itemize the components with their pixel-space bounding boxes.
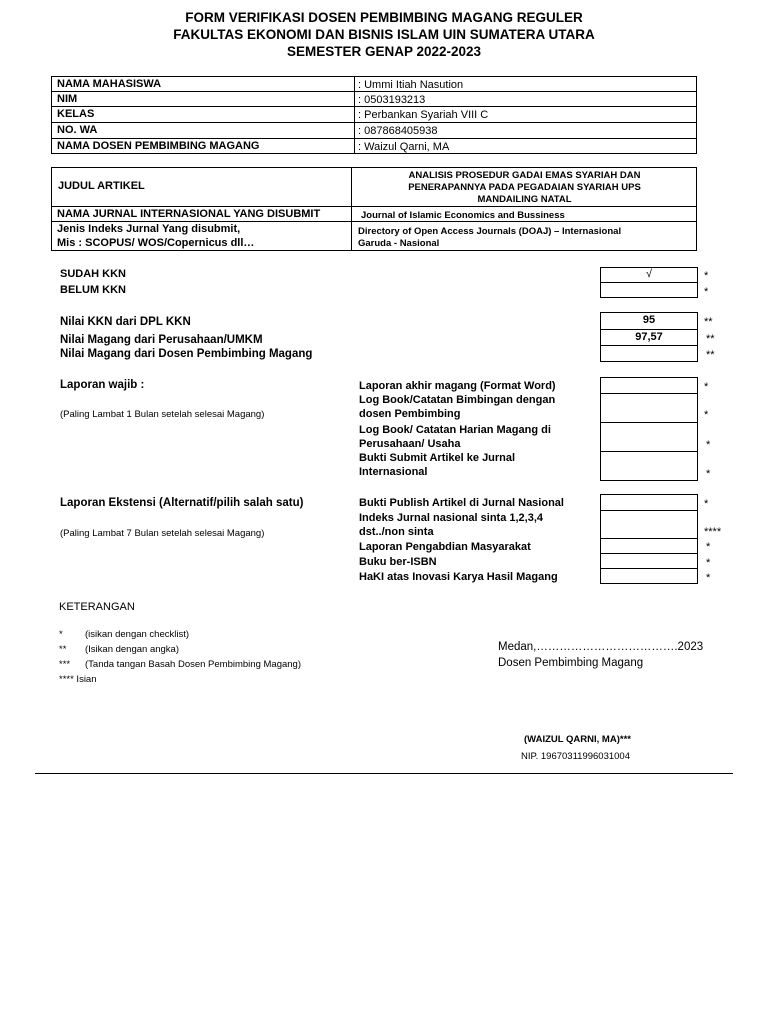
label-laporan-ekstensi: Laporan Ekstensi (Alternatif/pilih salah satu) [60,497,304,509]
wajib-checkbox-1[interactable] [601,378,697,392]
signature-nip: NIP. 19670311996031004 [521,751,631,762]
wajib-item-4-line1: Bukti Submit Artikel ke Jurnal [359,452,516,464]
nilai-kkn-mark: ** [704,316,713,328]
keterangan-text-1: (isikan dengan checklist) [85,629,190,640]
keterangan-title: KETERANGAN [59,601,135,613]
value-kelas: : Perbankan Syariah VIII C [358,109,489,121]
ekstensi-checkbox-4[interactable] [601,554,697,567]
ekstensi-checkbox-1[interactable] [601,495,697,509]
label-nama-mahasiswa: NAMA MAHASISWA [57,78,162,90]
ekstensi-item-3: Laporan Pengabdian Masyarakat [359,541,531,553]
label-belum-kkn: BELUM KKN [60,284,126,296]
label-nilai-kkn: Nilai KKN dari DPL KKN [60,316,191,328]
page-divider [35,773,733,774]
wajib-mark-4: * [706,468,711,480]
keterangan-text-2: (Isikan dengan angka) [85,644,180,655]
value-judul-line2: PENERAPANNYA PADA PEGADAIAN SYARIAH UPS [408,182,641,193]
wajib-mark-2: * [704,409,709,421]
wajib-item-3-line2: Perusahaan/ Usaha [359,438,461,450]
belum-kkn-mark: * [704,286,709,298]
value-indeks-line2: Garuda - Nasional [358,238,440,249]
nilai-dosen-field[interactable] [600,347,698,360]
note-laporan-ekstensi: (Paling Lambat 7 Bulan setelah selesai Magang) [60,528,265,539]
wajib-checkbox-4[interactable] [601,452,697,480]
nilai-dosen-mark: ** [706,349,715,361]
keterangan-sym-3: *** [59,659,71,670]
note-laporan-wajib: (Paling Lambat 1 Bulan setelah selesai Magang) [60,409,265,420]
ekstensi-mark-5: * [706,572,711,584]
value-judul-line1: ANALISIS PROSEDUR GADAI EMAS SYARIAH DAN [408,170,641,181]
ekstensi-item-4: Buku ber-ISBN [359,556,437,568]
ekstensi-checkbox-3[interactable] [601,539,697,552]
wajib-item-2-line2: dosen Pembimbing [359,408,461,420]
form-title-line2: FAKULTAS EKONOMI DAN BISNIS ISLAM UIN SUMATERA UTARA [173,27,595,42]
nilai-kkn-field[interactable]: 95 [642,314,656,326]
wajib-checkbox-2[interactable] [601,394,697,421]
ekstensi-item-2-line1: Indeks Jurnal nasional sinta 1,2,3,4 [359,512,544,524]
label-sudah-kkn: SUDAH KKN [60,268,126,280]
keterangan-text-3: (Tanda tangan Basah Dosen Pembimbing Magang) [85,659,301,670]
label-no-wa: NO. WA [57,124,98,136]
belum-kkn-checkbox[interactable] [600,284,698,297]
value-nama-dosen: : Waizul Qarni, MA [358,141,450,153]
label-nama-jurnal: NAMA JURNAL INTERNASIONAL YANG DISUBMIT [57,208,321,220]
signature-name: (WAIZUL QARNI, MA)*** [524,734,631,745]
label-nilai-dosen: Nilai Magang dari Dosen Pembimbing Magang [60,348,313,360]
ekstensi-item-2-line2: dst../non sinta [359,526,434,538]
signature-place-date: Medan,……………………………….2023 [498,641,704,653]
ekstensi-item-1: Bukti Publish Artikel di Jurnal Nasional [359,497,564,509]
value-indeks-line1: Directory of Open Access Journals (DOAJ) – Internasional [358,226,622,237]
ekstensi-mark-4: * [706,557,711,569]
wajib-mark-1: * [704,381,709,393]
label-laporan-wajib: Laporan wajib : [60,379,145,391]
wajib-item-2-line1: Log Book/Catatan Bimbingan dengan [359,394,556,406]
value-nama-mahasiswa: : Ummi Itiah Nasution [358,79,464,91]
form-title-line1: FORM VERIFIKASI DOSEN PEMBIMBING MAGANG REGULER [185,10,583,25]
form-title-line3: SEMESTER GENAP 2022-2023 [286,44,482,59]
label-kelas: KELAS [57,108,95,120]
keterangan-sym-1: * [59,629,63,640]
wajib-item-3-line1: Log Book/ Catatan Harian Magang di [359,424,551,436]
keterangan-sym-4: **** Isian [59,674,97,685]
label-nama-dosen: NAMA DOSEN PEMBIMBING MAGANG [57,140,260,152]
keterangan-sym-2: ** [59,644,67,655]
ekstensi-mark-2: **** [704,526,722,538]
signature-role: Dosen Pembimbing Magang [498,657,644,669]
label-indeks-line1: Jenis Indeks Jurnal Yang disubmit, [57,223,241,235]
wajib-checkbox-3[interactable] [601,423,697,450]
ekstensi-mark-1: * [704,498,709,510]
ekstensi-checkbox-5[interactable] [601,569,697,583]
value-judul-line3: MANDAILING NATAL [477,194,572,205]
nilai-perusahaan-mark: ** [706,333,715,345]
nilai-perusahaan-field[interactable]: 97,57 [635,331,663,343]
label-nim: NIM [57,93,78,105]
ekstensi-checkbox-2[interactable] [601,511,697,537]
ekstensi-mark-3: * [706,541,711,553]
label-nilai-perusahaan: Nilai Magang dari Perusahaan/UMKM [60,334,263,346]
sudah-kkn-mark: * [704,270,709,282]
value-no-wa: : 087868405938 [358,125,438,137]
wajib-item-1: Laporan akhir magang (Format Word) [359,380,556,392]
wajib-item-4-line2: Internasional [359,466,428,478]
label-indeks-line2: Mis : SCOPUS/ WOS/Copernicus dll… [57,237,255,249]
ekstensi-item-5: HaKI atas Inovasi Karya Hasil Magang [359,571,558,583]
value-nama-jurnal: Journal of Islamic Economics and Bussiness [361,210,565,221]
wajib-mark-3: * [706,439,711,451]
label-judul-artikel: JUDUL ARTIKEL [58,180,145,192]
value-nim: : 0503193213 [358,94,426,106]
sudah-kkn-checkbox[interactable]: √ [645,268,653,280]
